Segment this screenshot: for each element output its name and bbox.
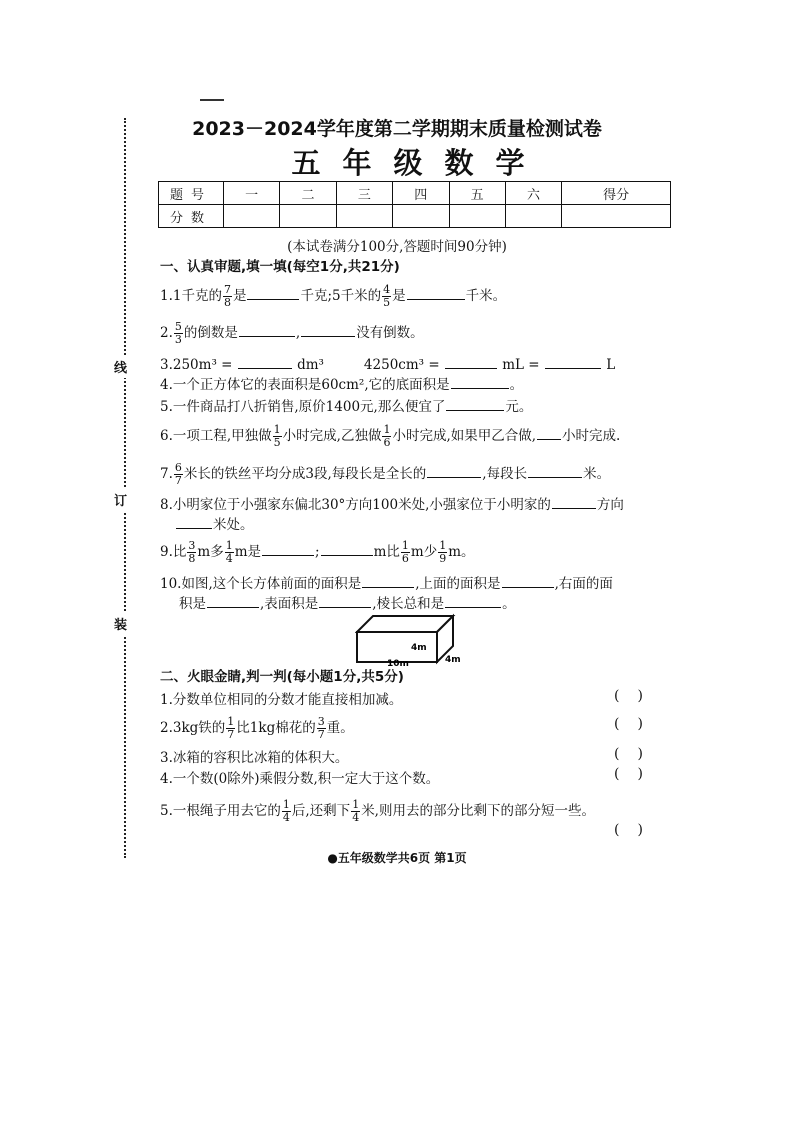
fraction: $\frac{1}{4}$ xyxy=(352,798,360,824)
binding-label-ding: 订 xyxy=(114,488,127,511)
answer-blank[interactable] xyxy=(301,323,355,337)
answer-blank[interactable] xyxy=(502,574,554,588)
judge-question-1: 1.分数单位相同的分数才能直接相加减。 xyxy=(160,692,403,708)
judge-answer-bracket[interactable]: () xyxy=(614,688,661,704)
question-6: 6.一项工程,甲独做 $\frac{1}{5}$ 小时完成,乙独做 $\frac{1}{6}$ 小时完成,如果甲乙合做, 小时完成. xyxy=(160,423,621,449)
score-table-value-row xyxy=(159,205,671,228)
exam-title: 2023－2024学年度第二学期期末质量检测试卷 xyxy=(192,118,602,140)
cuboid-width-label: 4m xyxy=(445,655,461,665)
judge-question-4: 4.一个数(0除外)乘假分数,积一定大于这个数。 xyxy=(160,771,440,787)
answer-blank[interactable] xyxy=(445,594,501,608)
judge-question-5: 5.一根绳子用去它的 $\frac{1}{4}$ 后,还剩下 $\frac{1}{4}$ 米,则用去的部分比剩下的部分短一些。 xyxy=(160,798,595,824)
question-1: 1.1千克的 $\frac{7}{8}$ 是 千克;5千米的 $\frac{4}{5}$ 是 千米。 xyxy=(160,283,507,309)
score-input-cell[interactable] xyxy=(224,205,280,228)
answer-blank[interactable] xyxy=(445,355,497,369)
score-input-cell[interactable] xyxy=(505,205,561,228)
question-4: 4.一个正方体它的表面积是60cm²,它的底面积是 。 xyxy=(160,377,524,393)
judge-answer-bracket[interactable]: () xyxy=(614,822,661,838)
score-table xyxy=(158,181,671,228)
section1-title: 一、认真审题,填一填(每空1分,共21分) xyxy=(160,259,400,275)
score-cell: 二 xyxy=(280,182,336,205)
answer-blank[interactable] xyxy=(247,286,299,300)
question-10-cont: 积是 ,表面积是 ,棱长总和是 。 xyxy=(179,596,516,612)
score-cell: 五 xyxy=(449,182,505,205)
score-cell: 题号 xyxy=(159,182,224,205)
pen-mark xyxy=(200,99,224,101)
cuboid-height-label: 4m xyxy=(411,643,427,653)
score-cell: 六 xyxy=(505,182,561,205)
fraction: $\frac{3}{7}$ xyxy=(317,715,325,741)
fraction: $\frac{3}{8}$ xyxy=(188,539,196,565)
cuboid-length-label: 10m xyxy=(387,659,409,668)
question-3: 3.250m³ = dm³ 4250cm³ = mL = L xyxy=(160,357,616,373)
score-cell: 三 xyxy=(336,182,392,205)
score-cell: 分数 xyxy=(159,205,224,228)
exam-note: (本试卷满分100分,答题时间90分钟) xyxy=(287,239,507,255)
judge-question-2: 2.3kg铁的 $\frac{1}{7}$ 比1kg棉花的 $\frac{3}{7}$ 重。 xyxy=(160,715,354,741)
question-5: 5.一件商品打八折销售,原价1400元,那么便宜了 元。 xyxy=(160,399,533,415)
score-input-cell[interactable] xyxy=(336,205,392,228)
answer-blank[interactable] xyxy=(552,495,596,509)
question-8: 8.小明家位于小强家东偏北30°方向100米处,小强家位于小明家的 方向 xyxy=(160,497,624,513)
fraction: $\frac{5}{3}$ xyxy=(174,320,182,346)
answer-blank[interactable] xyxy=(537,426,561,440)
answer-blank[interactable] xyxy=(238,355,292,369)
fraction: $\frac{1}{6}$ xyxy=(401,539,409,565)
score-input-cell[interactable] xyxy=(449,205,505,228)
section2-title: 二、火眼金睛,判一判(每小题1分,共5分) xyxy=(160,669,404,685)
fraction: $\frac{7}{8}$ xyxy=(223,283,231,309)
score-cell: 得分 xyxy=(562,182,671,205)
judge-answer-bracket[interactable]: () xyxy=(614,716,661,732)
judge-answer-bracket[interactable]: () xyxy=(614,766,661,782)
answer-blank[interactable] xyxy=(362,574,414,588)
exam-subject: 五年级数学 xyxy=(291,146,547,180)
judge-question-3: 3.冰箱的容积比冰箱的体积大。 xyxy=(160,750,349,766)
score-cell: 一 xyxy=(224,182,280,205)
answer-blank[interactable] xyxy=(427,464,481,478)
question-9: 9.比 $\frac{3}{8}$ m多 $\frac{1}{4}$ m是 ; m比 $\frac{1}{6}$ m少 $\frac{1}{9}$ m。 xyxy=(160,539,475,565)
page-footer: ●五年级数学共6页 第1页 xyxy=(327,851,467,865)
answer-blank[interactable] xyxy=(321,542,373,556)
question-8-cont: 米处。 xyxy=(175,515,254,535)
fraction: $\frac{4}{5}$ xyxy=(383,283,391,309)
score-input-cell[interactable] xyxy=(280,205,336,228)
fraction: $\frac{6}{7}$ xyxy=(174,461,182,487)
question-10: 10.如图,这个长方体前面的面积是 ,上面的面积是 ,右面的面 xyxy=(160,576,613,592)
fraction: $\frac{1}{4}$ xyxy=(225,539,233,565)
score-table-header-row xyxy=(159,182,671,205)
fraction: $\frac{1}{7}$ xyxy=(227,715,235,741)
fraction: $\frac{1}{5}$ xyxy=(273,423,281,449)
answer-blank[interactable] xyxy=(545,355,601,369)
question-7: 7. $\frac{6}{7}$ 米长的铁丝平均分成3段,每段长是全长的 ,每段长 米。 xyxy=(160,461,611,487)
question-2: 2. $\frac{5}{3}$ 的倒数是 , 没有倒数。 xyxy=(160,320,424,346)
answer-blank[interactable] xyxy=(176,515,212,529)
binding-label-line: 线 xyxy=(114,355,127,378)
answer-blank[interactable] xyxy=(239,323,295,337)
cuboid-figure xyxy=(355,612,465,668)
binding-label-zhuang: 装 xyxy=(114,612,127,635)
fraction: $\frac{1}{4}$ xyxy=(282,798,290,824)
score-input-cell[interactable] xyxy=(562,205,671,228)
score-cell: 四 xyxy=(393,182,449,205)
answer-blank[interactable] xyxy=(407,286,465,300)
judge-answer-bracket[interactable]: () xyxy=(614,746,661,762)
answer-blank[interactable] xyxy=(207,594,259,608)
fraction: $\frac{1}{6}$ xyxy=(383,423,391,449)
answer-blank[interactable] xyxy=(262,542,314,556)
answer-blank[interactable] xyxy=(451,375,509,389)
answer-blank[interactable] xyxy=(528,464,582,478)
score-input-cell[interactable] xyxy=(393,205,449,228)
fraction: $\frac{1}{9}$ xyxy=(439,539,447,565)
answer-blank[interactable] xyxy=(319,594,371,608)
answer-blank[interactable] xyxy=(446,397,504,411)
